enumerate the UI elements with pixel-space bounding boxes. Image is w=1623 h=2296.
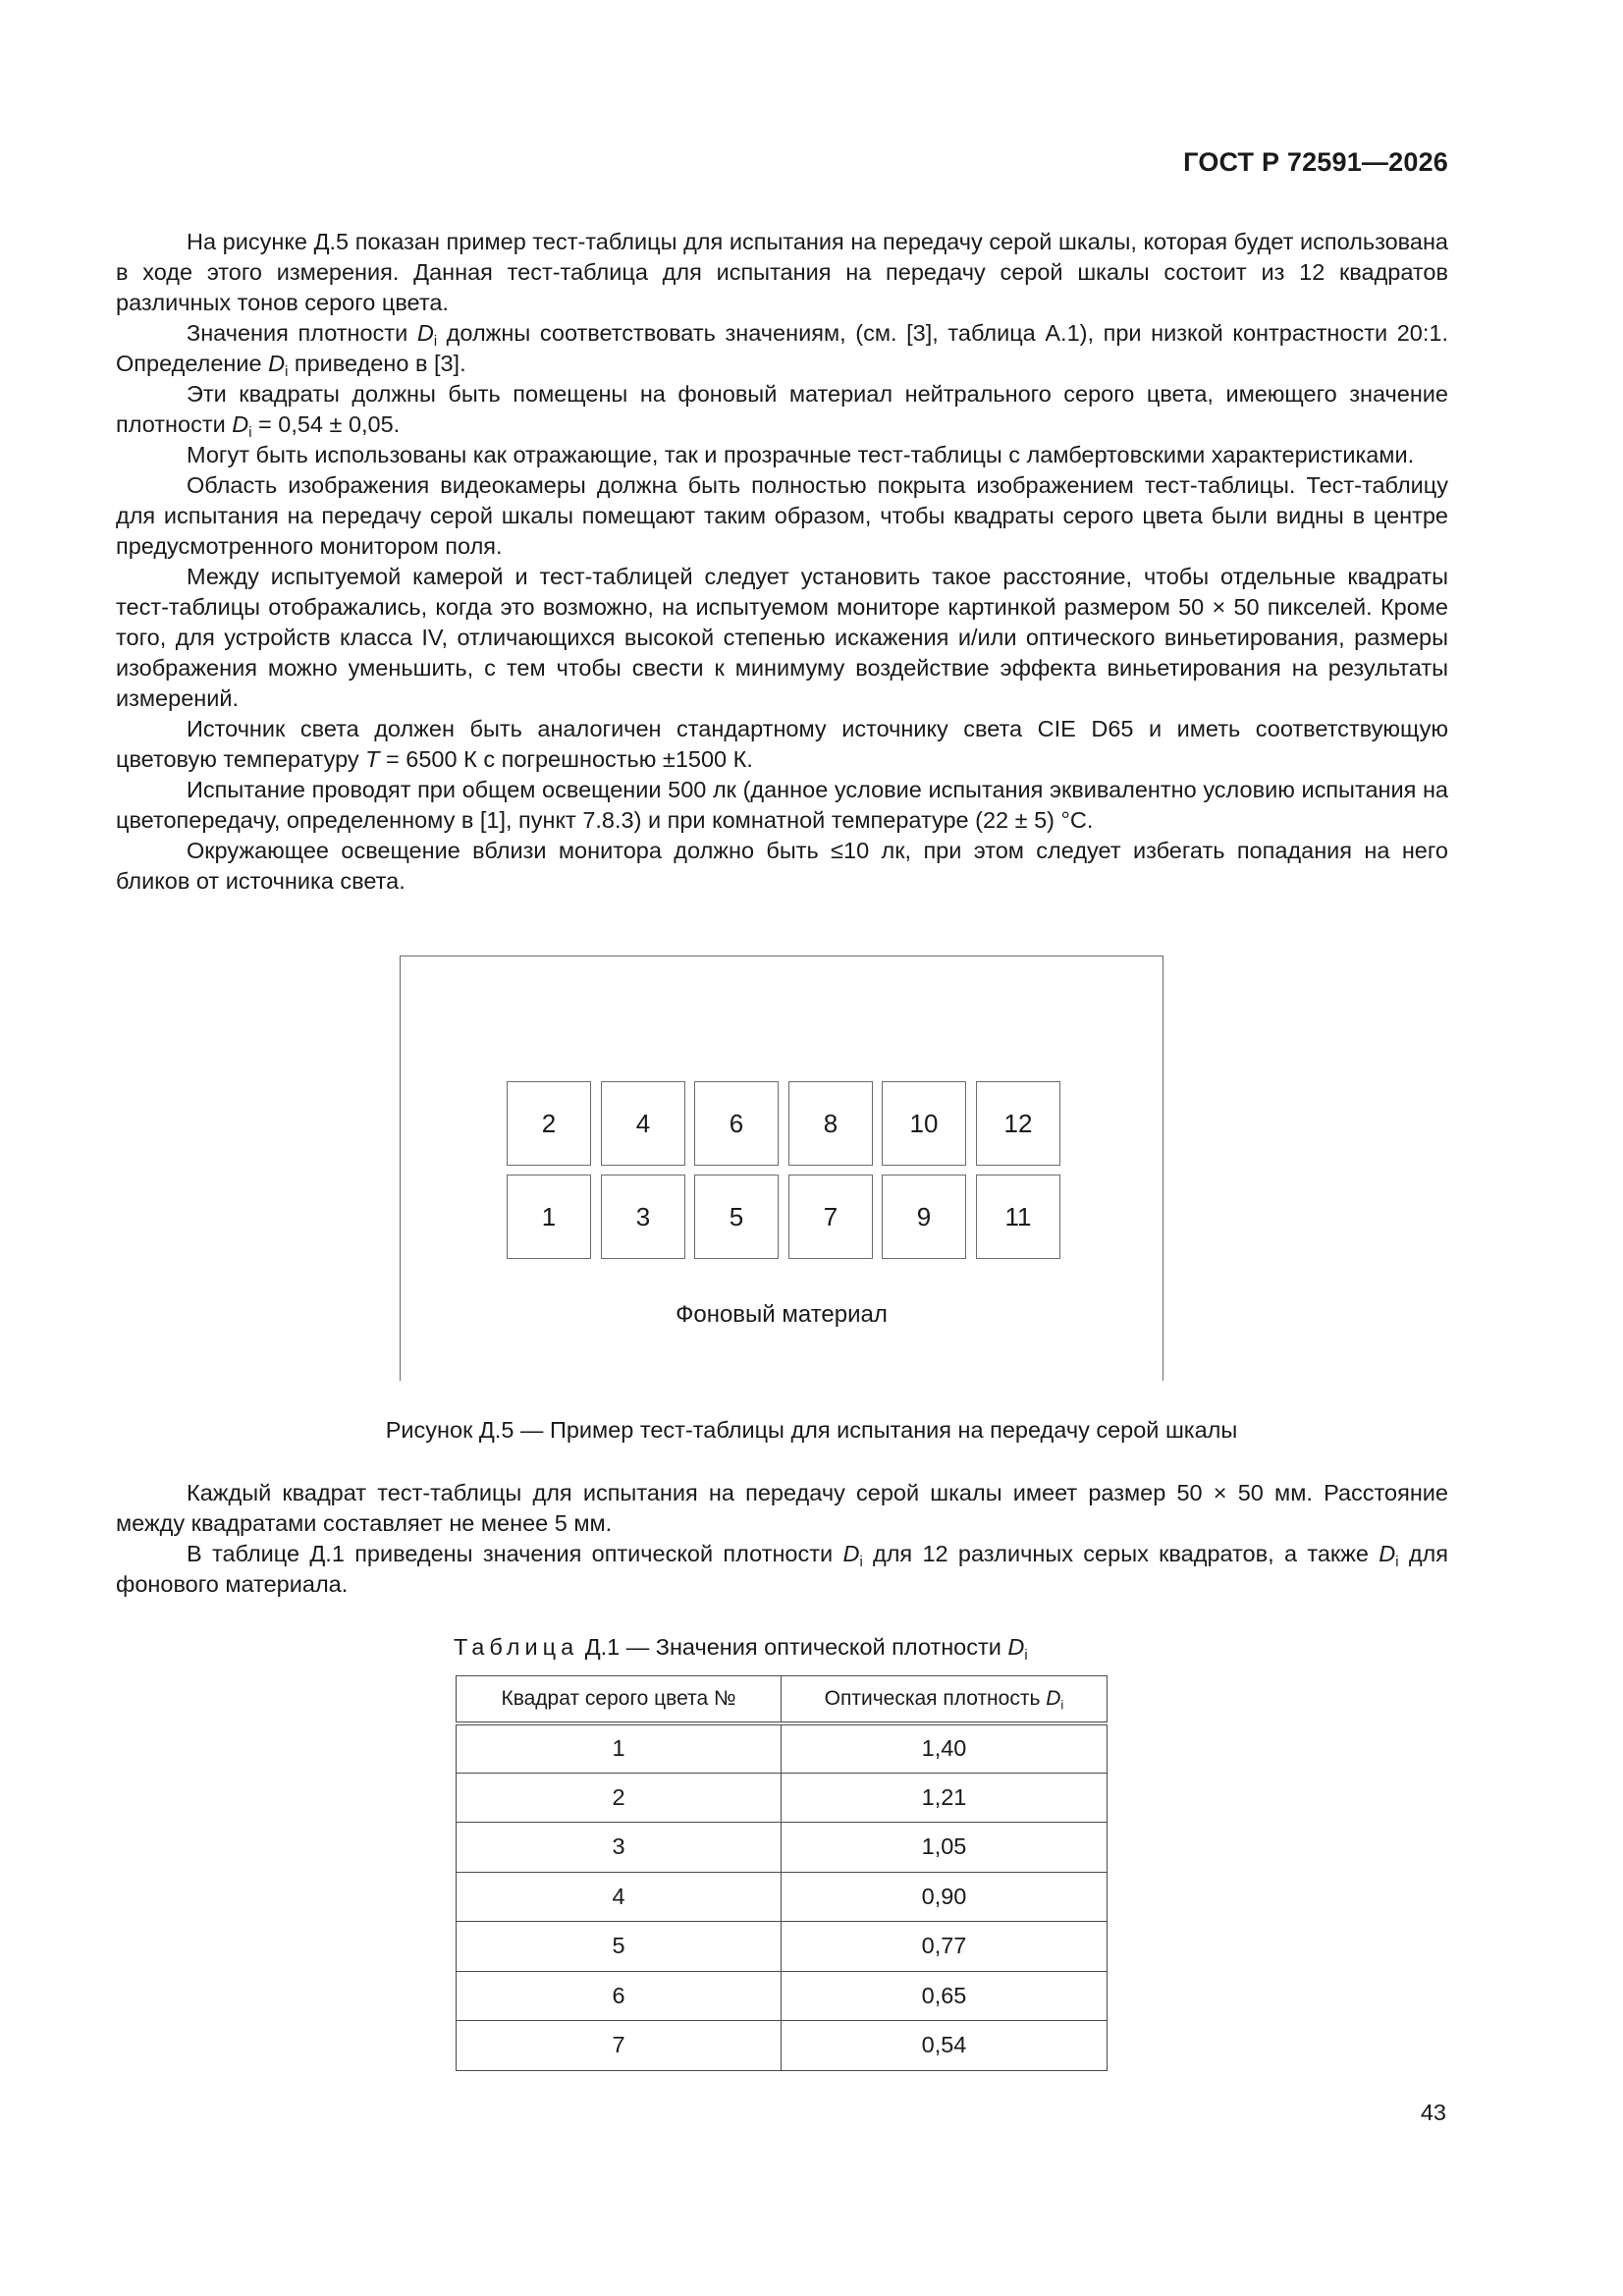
math-symbol: D <box>232 411 249 437</box>
optical-density-cell: 0,65 <box>782 1971 1108 2021</box>
optical-density-cell: 1,40 <box>782 1723 1108 1774</box>
paragraph-text: В таблице Д.1 приведены значения оптической плотности <box>187 1541 843 1566</box>
body-text-top <box>116 227 1448 897</box>
square-number-cell: 7 <box>457 2021 782 2071</box>
gray-square: 1 <box>507 1175 591 1259</box>
optical-density-cell: 0,90 <box>782 1872 1108 1922</box>
gray-square: 7 <box>788 1175 873 1259</box>
gray-squares-grid <box>507 1081 1066 1258</box>
table-row <box>457 1723 1108 1774</box>
paragraph-text: для 12 различных серых квадратов, а также <box>862 1541 1380 1566</box>
paragraph <box>116 470 1448 562</box>
paragraph-text: = 6500 К с погрешностью ±1500 К. <box>379 746 753 772</box>
paragraph-text: приведено в [3]. <box>288 351 466 376</box>
paragraph-text: для фонового материала. <box>116 1541 1448 1597</box>
paragraph-text: Испытание проводят при общем освещении 500 лк (данное условие испытания эквивалентно условию испытания на цветопередачу, определенному в [1], пункт 7.8.3) и при комнатной температуре (22 ± 5) °С. <box>116 777 1448 833</box>
square-number-cell: 1 <box>457 1723 782 1774</box>
table-row <box>457 2021 1108 2071</box>
math-subscript: i <box>285 364 289 381</box>
paragraph <box>116 318 1448 379</box>
math-subscript: i <box>859 1555 863 1571</box>
document-header: ГОСТ Р 72591—2026 <box>1183 147 1448 177</box>
math-symbol: T <box>365 746 380 772</box>
col-header-square-number: Квадрат серого цвета № <box>457 1676 782 1723</box>
math-symbol: D <box>416 320 434 346</box>
optical-density-cell: 1,05 <box>782 1823 1108 1873</box>
col-header-density-symbol: D <box>1046 1686 1061 1710</box>
gray-square: 5 <box>694 1175 779 1259</box>
paragraph-text: Каждый квадрат тест-таблицы для испытания на передачу серой шкалы имеет размер 50 × 50 мм. Расстояние между квадратами составляет не менее 5 мм. <box>116 1480 1448 1536</box>
table-title-word: Таблица <box>454 1634 579 1660</box>
table-row <box>457 1922 1108 1972</box>
gray-square: 3 <box>601 1175 685 1259</box>
table-row <box>457 1773 1108 1823</box>
paragraph <box>116 562 1448 714</box>
paragraph-text: Окружающее освещение вблизи монитора должно быть ≤10 лк, при этом следует избегать попадания на него бликов от источника света. <box>116 838 1448 894</box>
table-row <box>457 1872 1108 1922</box>
gray-square: 8 <box>788 1081 873 1166</box>
optical-density-cell: 1,21 <box>782 1773 1108 1823</box>
gray-square: 6 <box>694 1081 779 1166</box>
paragraph-text: На рисунке Д.5 показан пример тест-таблицы для испытания на передачу серой шкалы, которая будет использована в ходе этого измерения. Данная тест-таблица для испытания на передачу серой шкалы состоит из 12 квадратов различных тонов серого цвета. <box>116 229 1448 315</box>
paragraph <box>116 1539 1448 1600</box>
density-table <box>456 1675 1108 2071</box>
paragraph-text: должны соответствовать значениям, (см. [3], таблица А.1), при низкой контрастности 20:1. Определение <box>116 320 1448 376</box>
paragraph-text: Могут быть использованы как отражающие, так и прозрачные тест-таблицы с ламбертовскими характеристиками. <box>187 442 1415 467</box>
math-subscript: i <box>1395 1555 1399 1571</box>
math-symbol: D <box>1379 1541 1396 1566</box>
figure-caption: Рисунок Д.5 — Пример тест-таблицы для испытания на передачу серой шкалы <box>385 1417 1238 1443</box>
body-text-bottom <box>116 1478 1448 1600</box>
paragraph <box>116 1478 1448 1539</box>
paragraph-text: Источник света должен быть аналогичен стандартному источнику света CIE D65 и иметь соответствующую цветовую температуру <box>116 716 1448 772</box>
square-number-cell: 6 <box>457 1971 782 2021</box>
square-number-cell: 4 <box>457 1872 782 1922</box>
figure-d5 <box>400 956 1163 1381</box>
square-number-cell: 5 <box>457 1922 782 1972</box>
paragraph <box>116 775 1448 836</box>
paragraph <box>116 714 1448 775</box>
col-header-optical-density <box>782 1676 1108 1723</box>
table-title-text: Д.1 — Значения оптической плотности <box>584 1634 1001 1660</box>
gray-square: 12 <box>976 1081 1060 1166</box>
paragraph <box>116 836 1448 897</box>
optical-density-cell: 0,77 <box>782 1922 1108 1972</box>
table-title-symbol: D <box>1007 1634 1025 1660</box>
page-number: 43 <box>1420 2100 1446 2125</box>
gray-square: 11 <box>976 1175 1060 1259</box>
paragraph-text: = 0,54 ± 0,05. <box>251 411 401 437</box>
paragraph-text: Эти квадраты должны быть помещены на фоновый материал нейтрального серого цвета, имеющего значение плотности <box>116 381 1448 437</box>
gray-square: 2 <box>507 1081 591 1166</box>
math-symbol: D <box>268 351 286 376</box>
table-header-row <box>457 1676 1108 1723</box>
table-row <box>457 1971 1108 2021</box>
background-material-label: Фоновый материал <box>676 1301 888 1328</box>
table-title-subscript: i <box>1024 1648 1028 1665</box>
table-title <box>454 1634 1028 1665</box>
square-number-cell: 3 <box>457 1823 782 1873</box>
square-number-cell: 2 <box>457 1773 782 1823</box>
col-header-density-text: Оптическая плотность <box>824 1686 1041 1710</box>
col-header-density-subscript: i <box>1060 1697 1064 1713</box>
paragraph <box>116 440 1448 470</box>
paragraph <box>116 227 1448 318</box>
gray-square: 4 <box>601 1081 685 1166</box>
paragraph-text: Между испытуемой камерой и тест-таблицей следует установить такое расстояние, чтобы отдельные квадраты тест-таблицы отображались, когда это возможно, на испытуемом мониторе картинкой размером 50 × 50 пикселей. Кроме того, для устройств класса IV, отличающихся высокой степенью искажения и/или оптического виньетирования, размеры изображения можно уменьшить, с тем чтобы свести к минимуму воздействие эффекта виньетирования на результаты измерений. <box>116 564 1448 711</box>
paragraph-text: Область изображения видеокамеры должна быть полностью покрыта изображением тест-таблицы. Тест-таблицу для испытания на передачу серой шкалы помещают таким образом, чтобы квадраты серого цвета были видны в центре предусмотренного монитором поля. <box>116 472 1448 559</box>
gray-square: 9 <box>882 1175 966 1259</box>
math-symbol: D <box>842 1541 860 1566</box>
table-row <box>457 1823 1108 1873</box>
math-subscript: i <box>433 334 438 351</box>
paragraph <box>116 379 1448 440</box>
optical-density-cell: 0,54 <box>782 2021 1108 2071</box>
paragraph-text: Значения плотности <box>187 320 417 346</box>
math-subscript: i <box>248 425 252 442</box>
gray-square: 10 <box>882 1081 966 1166</box>
